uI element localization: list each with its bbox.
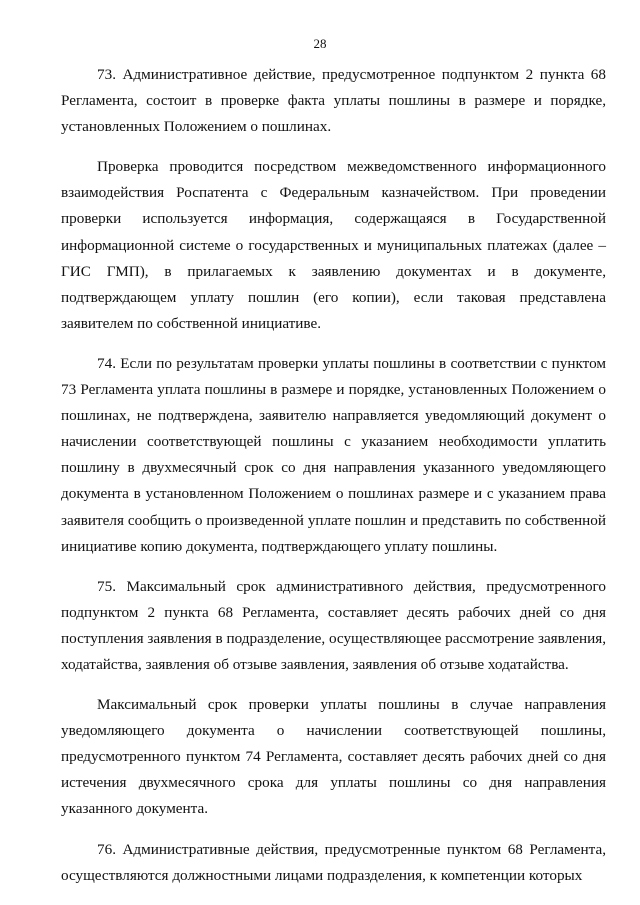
paragraph-73: 73. Административное действие, предусмотренное подпунктом 2 пункта 68 Регламента, состоит в проверке факта уплаты пошлины в размере и порядке, установленных Положением о пошлинах. xyxy=(61,66,606,136)
paragraph-max-term: Максимальный срок проверки уплаты пошлины в случае направления уведомляющего документа о начислении соответствующей пошлины, предусмотренного пунктом 74 Регламента, составляет десять рабочих дней со дня истечения двухмесячного срока для уплаты пошлины со дня направления указанного документа. xyxy=(61,696,606,818)
paragraph-74: 74. Если по результатам проверки уплаты пошлины в соответствии с пунктом 73 Регламента уплата пошлины в размере и порядке, установленных Положением о пошлинах, не подтверждена, заявителю направляется уведомляющий документ о начислении соответствующей пошлины с указанием необходимости уплатить пошлину в двухмесячный срок со дня направления указанного уведомляющего документа в установленном Положением о пошлинах размере и с указанием права заявителя сообщить о произведенной уплате пошлин и представить по собственной инициативе копию документа, подтверждающего уплату пошлины. xyxy=(61,354,606,555)
paragraph-76: 76. Административные действия, предусмотренные пунктом 68 Регламента, осуществляются должностными лицами подразделения, к компетенции которых xyxy=(61,840,606,884)
paragraph-verification: Проверка проводится посредством межведомственного информационного взаимодействия Роспатента с Федеральным казначейством. При проведении проверки используется информация, содержащаяся в Государственной информационной системе о государственных и муниципальных платежах (далее – ГИС ГМП), в прилагаемых к заявлению документах и в документе, подтверждающем уплату пошлин (его копии), если таковая представлена заявителем по собственной инициативе. xyxy=(61,158,606,332)
page-number: 28 xyxy=(313,36,327,51)
paragraph-75: 75. Максимальный срок административного действия, предусмотренного подпунктом 2 пункта 68 Регламента, составляет десять рабочих дней со дня поступления заявления в подразделение, осуществляющее рассмотрение заявления, ходатайства, заявления об отзыве заявления, заявления об отзыве ходатайства. xyxy=(61,577,606,673)
document-body xyxy=(61,62,606,903)
